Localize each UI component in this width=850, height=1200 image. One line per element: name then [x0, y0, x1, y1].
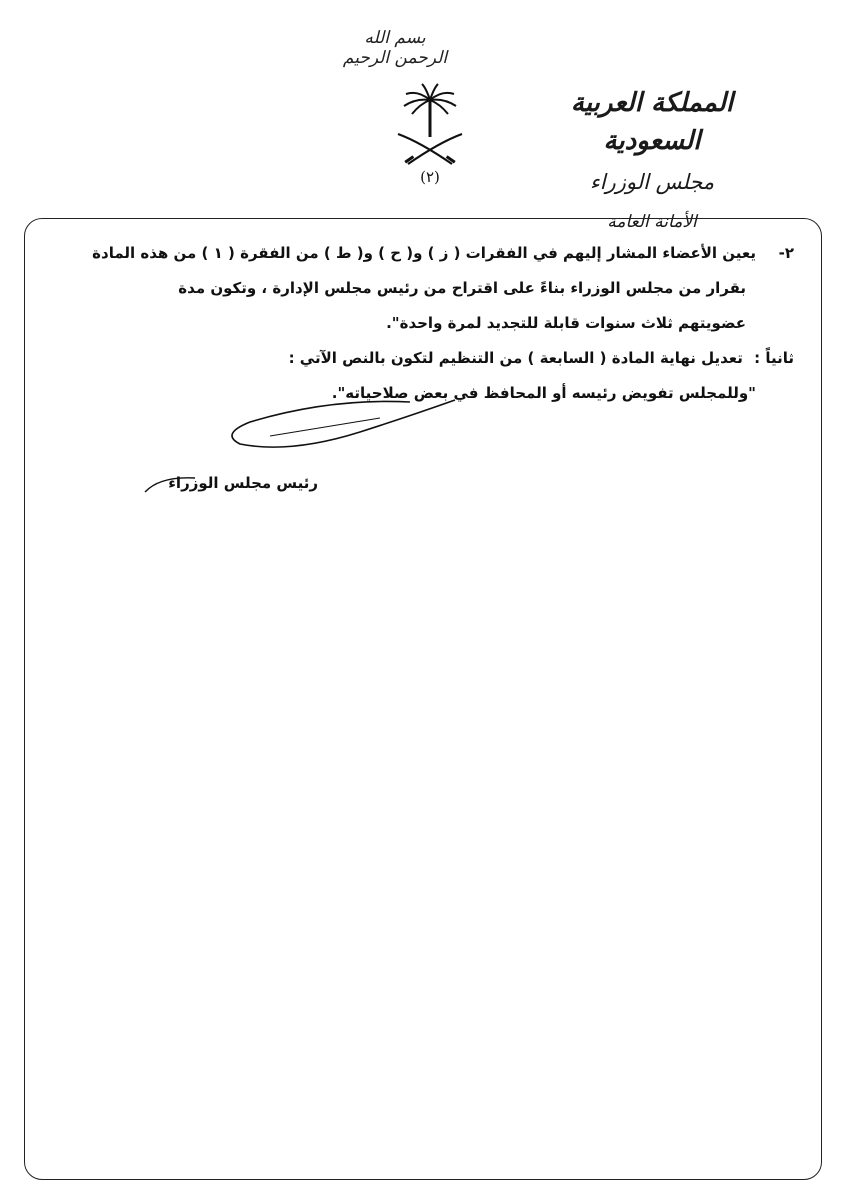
second-section — [42, 341, 794, 376]
council-title: مجلس الوزراء — [589, 170, 715, 194]
letterhead — [522, 84, 782, 240]
second-label: ثانياً : — [754, 349, 794, 367]
second-text: تعديل نهاية المادة ( السابعة ) من التنظيم لتكون بالنص الآتي : — [288, 349, 743, 367]
item-text-1: يعين الأعضاء المشار إليهم في الفقرات ( ز ) و( ح ) و( ط ) من الفقرة ( ١ ) من هذه المادة — [92, 244, 756, 262]
quote-text: "وللمجلس تفويض رئيسه أو المحافظ في بعض صلاحياته". — [331, 384, 756, 402]
item-line-3: عضويتهم ثلاث سنوات قابلة للتجديد لمرة واحدة". — [386, 314, 746, 332]
saudi-emblem-icon — [390, 82, 470, 172]
signature-scribble-icon — [210, 388, 470, 458]
bismillah-header: بسم الله الرحمن الرحيم — [342, 28, 448, 68]
item-line-2: بقرار من مجلس الوزراء بناءً على اقتراح من رئيس مجلس الإدارة ، وتكون مدة — [178, 279, 746, 297]
signature-title: رئيس مجلس الوزراء — [168, 474, 318, 492]
secretariat-title: الأمانة العامة — [607, 212, 697, 232]
item-line-1 — [42, 236, 794, 271]
page-number: (٢) — [420, 168, 440, 186]
document-body — [42, 236, 794, 411]
signature-stroke-icon — [140, 468, 200, 498]
kingdom-title: المملكة العربية السعودية — [570, 88, 734, 156]
item-number: ٢- — [778, 244, 794, 262]
